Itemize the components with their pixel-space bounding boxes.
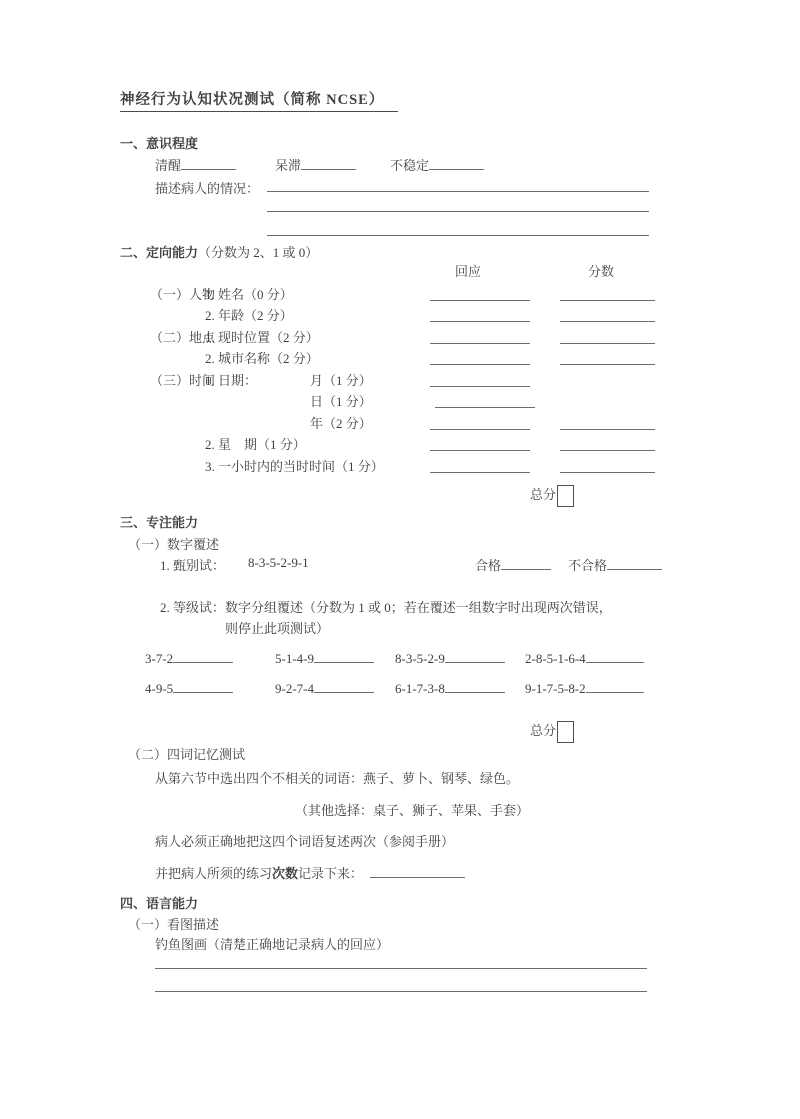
digit-series-label: 5-1-4-9 <box>275 651 314 666</box>
form-title-row <box>120 88 398 109</box>
group-time-label: （三）时间 <box>150 373 216 388</box>
digit-series-label: 6-1-7-3-8 <box>395 681 445 696</box>
digit-series-blank <box>314 649 374 663</box>
response-blank <box>430 305 530 322</box>
pass-label: 合格 <box>475 558 502 573</box>
orientation-column-headers <box>120 261 662 281</box>
digit-series-blank <box>314 679 374 693</box>
digit-series-label: 9-1-7-5-8-2 <box>525 681 586 696</box>
memory-alternatives-line: （其他选择：桌子、狮子、苹果、手套） <box>295 803 530 818</box>
response-blank <box>430 434 530 451</box>
score-blank <box>560 413 655 430</box>
digit-series-item <box>275 649 374 667</box>
item-year-label: 年（2 分） <box>310 416 372 431</box>
response-blank <box>430 348 530 365</box>
fail-blank <box>607 556 662 570</box>
response-blank <box>435 391 535 408</box>
series-test-instruction-line2: 则停止此项测试） <box>225 621 330 636</box>
response-line-2 <box>155 991 647 992</box>
digit-series-item <box>395 679 505 697</box>
option-lethargic-blank <box>301 156 356 170</box>
digit-series-blank <box>445 679 505 693</box>
digit-repetition-label: （一）数字覆述 <box>128 537 220 552</box>
orientation-row-date-month <box>120 370 662 390</box>
score-blank <box>560 327 655 344</box>
group-person-label: （一）人物 <box>150 287 216 302</box>
digit-series-label: 4-9-5 <box>145 681 174 696</box>
group-place-label: （二）地点 <box>150 330 216 345</box>
digit-series-blank <box>173 649 233 663</box>
orientation-row-hour-time <box>120 456 662 476</box>
orientation-row-weekday <box>120 434 662 454</box>
picture-description-label: （一）看图描述 <box>128 917 220 932</box>
section2-heading: 二、定向能力 <box>120 245 199 260</box>
response-blank <box>430 370 530 387</box>
describe-line-2 <box>267 211 649 212</box>
section4-heading: 四、语言能力 <box>120 896 199 911</box>
describe-patient-label: 描述病人的情况： <box>155 181 260 196</box>
item-day-label: 日（1 分） <box>310 394 372 409</box>
response-line-1 <box>155 968 647 969</box>
section3-heading: 三、专注能力 <box>120 515 199 530</box>
total-score-box <box>557 485 574 507</box>
memory-words-line: 从第六节中选出四个不相关的词语：燕子、萝卜、钢琴、绿色。 <box>155 771 520 786</box>
option-lethargic-label: 呆滞 <box>275 158 302 173</box>
total-score-box <box>557 721 574 743</box>
pass-blank <box>501 556 551 570</box>
orientation-row-day <box>120 391 662 411</box>
digit-series-blank <box>445 649 505 663</box>
score-blank <box>560 434 655 451</box>
memory-trials-blank <box>370 864 465 878</box>
option-unstable-blank <box>429 156 484 170</box>
orientation-row-name <box>120 284 662 304</box>
option-alert-blank <box>181 156 236 170</box>
memory-trials-suffix: 记录下来： <box>298 866 364 881</box>
orientation-row-current-location <box>120 327 662 347</box>
item-date-label: 1. 日期： <box>205 373 258 388</box>
score-blank <box>560 456 655 473</box>
fishing-picture-instruction: 钓鱼图画（清楚正确地记录病人的回应） <box>155 937 390 952</box>
digit-series-blank <box>586 649 644 663</box>
score-blank <box>560 348 655 365</box>
digit-series-label: 3-7-2 <box>145 651 174 666</box>
orientation-row-city <box>120 348 662 368</box>
total-score-label: 总分 <box>530 487 557 502</box>
screening-test-label: 1. 甄别试： <box>160 558 226 573</box>
response-blank <box>430 327 530 344</box>
form-content <box>120 88 662 1048</box>
item-age-label: 2. 年龄（2 分） <box>205 308 293 323</box>
column-response-header: 回应 <box>455 264 482 279</box>
option-unstable <box>390 155 484 174</box>
memory-trials-prefix: 并把病人所须的练习 <box>155 866 273 881</box>
describe-line-3 <box>267 235 649 236</box>
digit-series-label: 9-2-7-4 <box>275 681 314 696</box>
option-unstable-label: 不稳定 <box>390 158 430 173</box>
section2-heading-row <box>120 242 318 261</box>
item-weekday-label: 2. 星 期（1 分） <box>205 437 306 452</box>
attention-total-row <box>530 720 574 743</box>
item-city-label: 2. 城市名称（2 分） <box>205 351 319 366</box>
series-test-instruction-line1: 2. 等级试：数字分组覆述（分数为 1 或 0；若在覆述一组数字时出现两次错误， <box>160 600 612 615</box>
digit-series-label: 8-3-5-2-9 <box>395 651 445 666</box>
digit-series-label: 2-8-5-1-6-4 <box>525 651 586 666</box>
digit-series-item <box>275 679 374 697</box>
section1-heading: 一、意识程度 <box>120 136 199 151</box>
option-alert-label: 清醒 <box>155 158 182 173</box>
digit-series-item <box>145 679 233 697</box>
option-alert <box>155 155 236 174</box>
fail-field <box>568 555 662 574</box>
screening-test-digits: 8-3-5-2-9-1 <box>248 555 309 570</box>
digit-series-item <box>525 649 644 667</box>
response-blank <box>430 456 530 473</box>
memory-trials-bold-word: 次数 <box>272 866 299 881</box>
memory-instruction-line: 病人必须正确地把这四个词语复述两次（参阅手册） <box>155 834 455 849</box>
fail-label: 不合格 <box>568 558 608 573</box>
column-score-header: 分数 <box>588 264 615 279</box>
digit-series-row-2 <box>120 679 662 699</box>
response-blank <box>430 284 530 301</box>
response-blank <box>430 413 530 430</box>
form-title: 神经行为认知状况测试（简称 NCSE） <box>120 92 398 112</box>
orientation-row-year <box>120 413 662 433</box>
option-lethargic <box>275 155 356 174</box>
item-month-label: 月（1 分） <box>310 373 372 388</box>
item-hour-time-label: 3. 一小时内的当时时间（1 分） <box>205 459 384 474</box>
section2-note: （分数为 2、1 或 0） <box>198 245 319 260</box>
item-current-location-label: 1. 现时位置（2 分） <box>205 330 319 345</box>
digit-series-item <box>525 679 644 697</box>
digit-series-blank <box>173 679 233 693</box>
score-blank <box>560 284 655 301</box>
orientation-total-row <box>530 484 574 507</box>
pass-field <box>475 555 551 574</box>
digit-series-item <box>145 649 233 667</box>
item-name-label: 1. 姓名（0 分） <box>205 287 293 302</box>
describe-line-1 <box>267 191 649 192</box>
four-word-memory-label: （二）四词记忆测试 <box>128 747 246 762</box>
digit-series-item <box>395 649 505 667</box>
score-blank <box>560 305 655 322</box>
memory-trials-line <box>155 863 465 882</box>
orientation-row-age <box>120 305 662 325</box>
digit-series-blank <box>586 679 644 693</box>
total-score-label: 总分 <box>530 723 557 738</box>
digit-series-row-1 <box>120 649 662 669</box>
